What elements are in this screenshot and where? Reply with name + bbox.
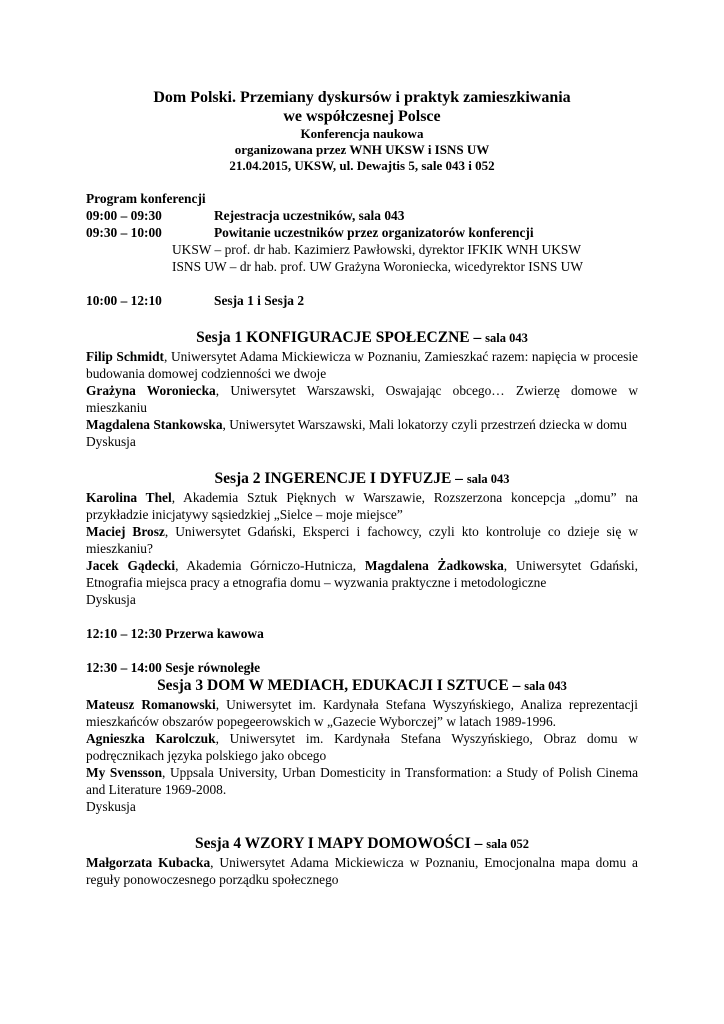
conference-organizers: organizowana przez WNH UKSW i ISNS UW	[234, 142, 490, 157]
speaker-name: My Svensson	[86, 765, 163, 780]
conference-title-line1: Dom Polski. Przemiany dyskursów i praktyk zamieszkiwania	[153, 89, 571, 106]
speaker-entry	[86, 348, 638, 382]
conference-date-place: 21.04.2015, UKSW, ul. Dewajtis 5, sale 043 i 052	[229, 158, 495, 173]
speaker-affiliation: , Akademia Górniczo-Hutnicza,	[175, 558, 365, 573]
speaker-talk: , Uniwersytet Adama Mickiewicza w Poznaniu, Zamieszkać razem: napięcia w procesie budowania domowej codzienności we dwoje	[86, 349, 638, 381]
discussion-label: Dyskusja	[86, 799, 136, 814]
speaker-entry	[86, 764, 638, 798]
program-time: 10:00 – 12:10	[86, 293, 162, 308]
welcome-line: ISNS UW – dr hab. prof. UW Grażyna Woroniecka, wicedyrektor ISNS UW	[172, 259, 583, 274]
speaker-entry	[86, 854, 638, 888]
speaker-name: Grażyna Woroniecka	[86, 383, 216, 398]
speaker-name: Magdalena Stankowska	[86, 417, 223, 432]
speaker-name: Magdalena Żadkowska	[364, 558, 504, 573]
speaker-entry	[86, 523, 638, 557]
session-title: Sesja 2 INGERENCJE I DYFUZJE –	[214, 470, 467, 487]
speaker-name: Maciej Brosz	[86, 524, 165, 539]
speaker-name: Karolina Thel	[86, 490, 172, 505]
session-4-heading	[86, 834, 638, 854]
document-page	[86, 88, 638, 888]
session-title: Sesja 4 WZORY I MAPY DOMOWOŚCI –	[195, 835, 487, 852]
session-2-heading	[86, 469, 638, 489]
program-text: Rejestracja uczestników, sala 043	[214, 208, 405, 223]
session-room: sala 043	[485, 331, 528, 345]
discussion-label: Dyskusja	[86, 434, 136, 449]
speaker-name: Mateusz Romanowski	[86, 697, 216, 712]
speaker-name: Agnieszka Karolczuk	[86, 731, 216, 746]
program-heading: Program konferencji	[86, 191, 206, 206]
speaker-entry	[86, 730, 638, 764]
speaker-talk: , Uniwersytet Gdański, Eksperci i fachowcy, czyli kto kontroluje co dzieje się w mieszkaniu?	[86, 524, 638, 556]
speaker-talk: , Uniwersytet Gdański, Etnografia miejsca pracy a etnografia domu – wyzwania praktyczne i metodologiczne	[86, 558, 638, 590]
parallel-sessions: 12:30 – 14:00 Sesje równoległe	[86, 660, 261, 675]
speaker-name: Jacek Gądecki	[86, 558, 176, 573]
session-room: sala 043	[466, 472, 510, 486]
discussion-label: Dyskusja	[86, 592, 136, 607]
program-item	[86, 207, 638, 224]
welcome-line: UKSW – prof. dr hab. Kazimierz Pawłowski, dyrektor IFKIK WNH UKSW	[172, 242, 581, 257]
speaker-talk: , Uppsala University, Urban Domesticity in Transformation: a Study of Polish Cinema and Literature 1969-2008.	[86, 765, 639, 797]
session-title: Sesja 3 DOM W MEDIACH, EDUKACJI I SZTUCE –	[157, 677, 525, 694]
program-item	[86, 224, 638, 241]
speaker-entry	[86, 489, 638, 523]
speaker-talk: , Akademia Sztuk Pięknych w Warszawie, Rozszerzona koncepcja „domu” na przykładzie inicjatywy sąsiedzkiej „Sielce – moje miejsce”	[86, 490, 638, 522]
speaker-name: Filip Schmidt	[86, 349, 165, 364]
session-room: sala 043	[524, 679, 567, 693]
program-time: 09:30 – 10:00	[86, 225, 162, 240]
speaker-talk: , Uniwersytet im. Kardynała Stefana Wyszyńskiego, Obraz domu w podręcznikach języka polskiego jako obcego	[86, 731, 638, 763]
program-time: 09:00 – 09:30	[86, 208, 162, 223]
speaker-name: Małgorzata Kubacka	[86, 855, 211, 870]
program-item	[86, 292, 638, 309]
speaker-entry	[86, 382, 638, 416]
speaker-talk: , Uniwersytet im. Kardynała Stefana Wyszyńskiego, Analiza reprezentacji mieszkańców obszarów popegeerowskich w „Gazecie Wyborczej” w latach 1989-1996.	[86, 697, 638, 729]
speaker-talk: , Uniwersytet Warszawski, Mali lokatorzy czyli przestrzeń dziecka w domu	[222, 417, 627, 432]
program-text: Sesja 1 i Sesja 2	[214, 293, 305, 308]
speaker-entry	[86, 416, 638, 433]
speaker-talk: , Uniwersytet Adama Mickiewicza w Poznaniu, Emocjonalna mapa domu a reguły ponowoczesnego porządku społecznego	[86, 855, 639, 887]
session-1-heading	[86, 328, 638, 348]
speaker-entry	[86, 696, 638, 730]
coffee-break: 12:10 – 12:30 Przerwa kawowa	[86, 626, 264, 641]
conference-subtitle: Konferencja naukowa	[300, 126, 424, 141]
program-text: Powitanie uczestników przez organizatorów konferencji	[214, 225, 534, 240]
session-room: sala 052	[486, 837, 529, 851]
conference-title-line2: we współczesnej Polsce	[283, 108, 441, 125]
speaker-entry	[86, 557, 638, 591]
session-title: Sesja 1 KONFIGURACJE SPOŁECZNE –	[196, 329, 486, 346]
speaker-talk: , Uniwersytet Warszawski, Oswajając obcego… Zwierzę domowe w mieszkaniu	[86, 383, 638, 415]
session-3-heading	[86, 676, 638, 696]
